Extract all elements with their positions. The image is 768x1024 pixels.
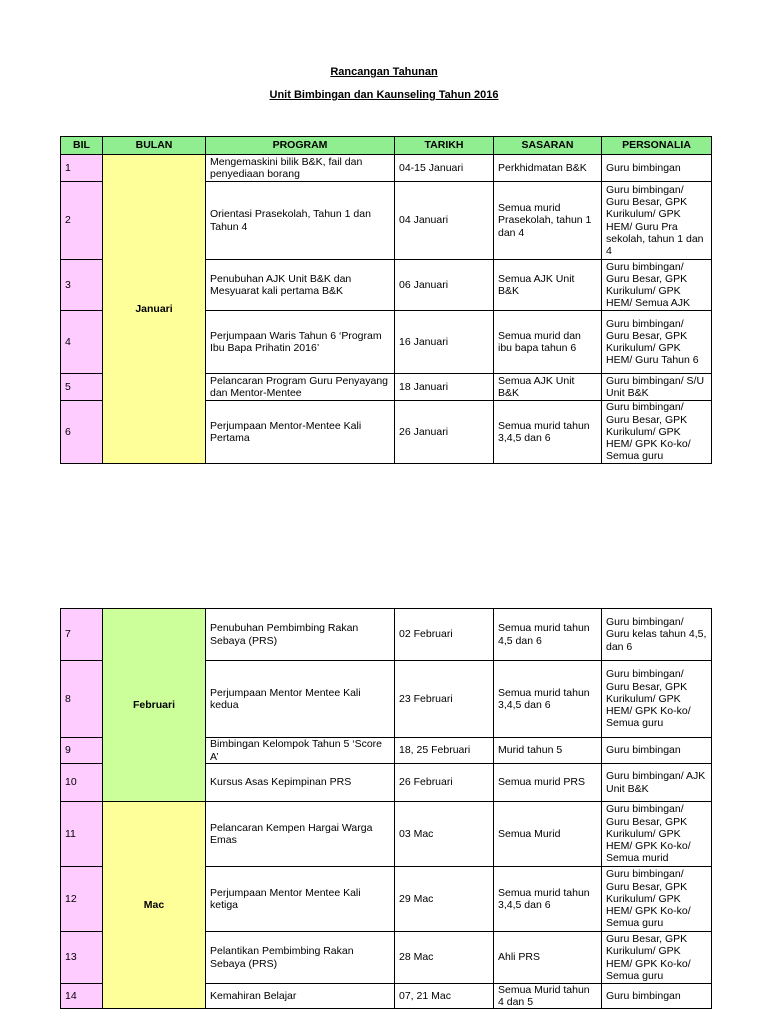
program-cell: Pelancaran Kempen Hargai Warga Emas <box>206 802 395 867</box>
personalia-cell: Guru bimbingan/ Guru kelas tahun 4,5, dan 6 <box>602 609 712 661</box>
bil-cell: 14 <box>61 984 103 1009</box>
month-januari: Januari <box>103 155 206 464</box>
plan-table-1 <box>60 136 712 464</box>
bil-cell: 4 <box>61 311 103 374</box>
sasaran-cell: Ahli PRS <box>494 932 602 984</box>
personalia-cell: Guru bimbingan <box>602 738 712 764</box>
program-cell: Kemahiran Belajar <box>206 984 395 1009</box>
sasaran-cell: Perkhidmatan B&K <box>494 155 602 182</box>
header-program: PROGRAM <box>206 137 395 155</box>
sasaran-cell: Semua murid tahun 3,4,5 dan 6 <box>494 661 602 738</box>
program-cell: Pelantikan Pembimbing Rakan Sebaya (PRS) <box>206 932 395 984</box>
program-cell: Perjumpaan Mentor Mentee Kali ketiga <box>206 867 395 932</box>
tarikh-cell: 26 Februari <box>395 764 494 802</box>
personalia-cell: Guru bimbingan/ Guru Besar, GPK Kurikulum/ GPK HEM/ Guru Tahun 6 <box>602 311 712 374</box>
sasaran-cell: Semua murid Prasekolah, tahun 1 dan 4 <box>494 182 602 260</box>
tarikh-cell: 28 Mac <box>395 932 494 984</box>
sasaran-cell: Semua murid tahun 4,5 dan 6 <box>494 609 602 661</box>
sasaran-cell: Semua AJK Unit B&K <box>494 260 602 311</box>
personalia-cell: Guru bimbingan/ Guru Besar, GPK Kurikulum/ GPK HEM/ Guru Pra sekolah, tahun 1 dan 4 <box>602 182 712 260</box>
personalia-cell: Guru bimbingan <box>602 155 712 182</box>
sasaran-cell: Semua murid dan ibu bapa tahun 6 <box>494 311 602 374</box>
tarikh-cell: 03 Mac <box>395 802 494 867</box>
bil-cell: 6 <box>61 401 103 464</box>
personalia-cell: Guru bimbingan/ Guru Besar, GPK Kurikulum/ GPK HEM/ GPK Ko-ko/ Semua guru <box>602 661 712 738</box>
tarikh-cell: 16 Januari <box>395 311 494 374</box>
program-cell: Bimbingan Kelompok Tahun 5 ‘Score A’ <box>206 738 395 764</box>
personalia-cell: Guru bimbingan/ Guru Besar, GPK Kurikulum/ GPK HEM/ GPK Ko-ko/ Semua guru <box>602 867 712 932</box>
tarikh-cell: 04 Januari <box>395 182 494 260</box>
tarikh-cell: 23 Februari <box>395 661 494 738</box>
tarikh-cell: 18 Januari <box>395 374 494 401</box>
program-cell: Perjumpaan Mentor-Mentee Kali Pertama <box>206 401 395 464</box>
header-personalia: PERSONALIA <box>602 137 712 155</box>
tarikh-cell: 04-15 Januari <box>395 155 494 182</box>
bil-cell: 7 <box>61 609 103 661</box>
document-title: Rancangan Tahunan <box>330 66 438 78</box>
header-bulan: BULAN <box>103 137 206 155</box>
sasaran-cell: Semua murid tahun 3,4,5 dan 6 <box>494 867 602 932</box>
table-row <box>61 802 712 867</box>
program-cell: Kursus Asas Kepimpinan PRS <box>206 764 395 802</box>
personalia-cell: Guru Besar, GPK Kurikulum/ GPK HEM/ GPK Ko-ko/ Semua guru <box>602 932 712 984</box>
tarikh-cell: 02 Februari <box>395 609 494 661</box>
sasaran-cell: Murid tahun 5 <box>494 738 602 764</box>
personalia-cell: Guru bimbingan/ Guru Besar, GPK Kurikulum/ GPK HEM/ GPK Ko-ko/ Semua guru <box>602 401 712 464</box>
program-cell: Penubuhan Pembimbing Rakan Sebaya (PRS) <box>206 609 395 661</box>
tarikh-cell: 29 Mac <box>395 867 494 932</box>
personalia-cell: Guru bimbingan/ Guru Besar, GPK Kurikulum/ GPK HEM/ GPK Ko-ko/ Semua murid <box>602 802 712 867</box>
plan-table-2 <box>60 608 712 1009</box>
program-cell: Penubuhan AJK Unit B&K dan Mesyuarat kali pertama B&K <box>206 260 395 311</box>
table-row <box>61 609 712 661</box>
personalia-cell: Guru bimbingan <box>602 984 712 1009</box>
header-sasaran: SASARAN <box>494 137 602 155</box>
month-februari: Februari <box>103 609 206 802</box>
sasaran-cell: Semua murid PRS <box>494 764 602 802</box>
bil-cell: 5 <box>61 374 103 401</box>
tarikh-cell: 07, 21 Mac <box>395 984 494 1009</box>
sasaran-cell: Semua Murid <box>494 802 602 867</box>
table-row <box>61 155 712 182</box>
sasaran-cell: Semua AJK Unit B&K <box>494 374 602 401</box>
document-subtitle: Unit Bimbingan dan Kaunseling Tahun 2016 <box>269 89 499 101</box>
bil-cell: 9 <box>61 738 103 764</box>
personalia-cell: Guru bimbingan/ AJK Unit B&K <box>602 764 712 802</box>
program-cell: Perjumpaan Mentor Mentee Kali kedua <box>206 661 395 738</box>
bil-cell: 3 <box>61 260 103 311</box>
header-tarikh: TARIKH <box>395 137 494 155</box>
sasaran-cell: Semua murid tahun 3,4,5 dan 6 <box>494 401 602 464</box>
tarikh-cell: 06 Januari <box>395 260 494 311</box>
bil-cell: 13 <box>61 932 103 984</box>
bil-cell: 12 <box>61 867 103 932</box>
tarikh-cell: 18, 25 Februari <box>395 738 494 764</box>
bil-cell: 1 <box>61 155 103 182</box>
header-row <box>61 137 712 155</box>
bil-cell: 11 <box>61 802 103 867</box>
program-cell: Mengemaskini bilik B&K, fail dan penyediaan borang <box>206 155 395 182</box>
program-cell: Pelancaran Program Guru Penyayang dan Mentor-Mentee <box>206 374 395 401</box>
tarikh-cell: 26 Januari <box>395 401 494 464</box>
program-cell: Orientasi Prasekolah, Tahun 1 dan Tahun 4 <box>206 182 395 260</box>
sasaran-cell: Semua Murid tahun 4 dan 5 <box>494 984 602 1009</box>
personalia-cell: Guru bimbingan/ S/U Unit B&K <box>602 374 712 401</box>
personalia-cell: Guru bimbingan/ Guru Besar, GPK Kurikulum/ GPK HEM/ Semua AJK <box>602 260 712 311</box>
bil-cell: 10 <box>61 764 103 802</box>
bil-cell: 2 <box>61 182 103 260</box>
header-bil: BIL <box>61 137 103 155</box>
month-mac: Mac <box>103 802 206 1009</box>
bil-cell: 8 <box>61 661 103 738</box>
program-cell: Perjumpaan Waris Tahun 6 ‘Program Ibu Bapa Prihatin 2016’ <box>206 311 395 374</box>
